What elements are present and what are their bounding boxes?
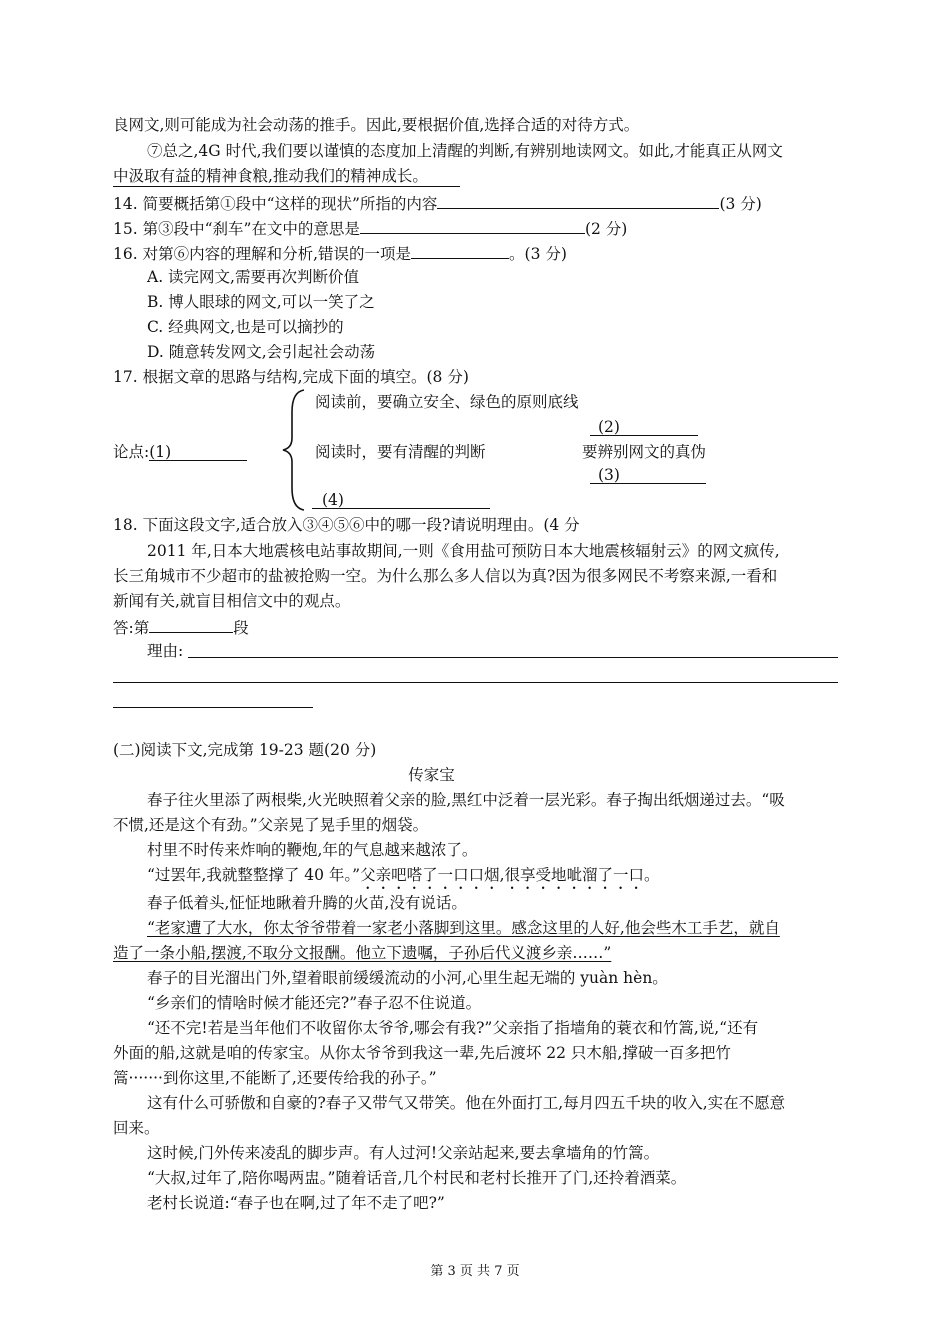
story-paragraph: 回来。 — [113, 1119, 160, 1137]
story-paragraph — [147, 865, 660, 893]
option-a: A. 读完网文,需要再次判断价值 — [147, 268, 359, 286]
underlined-passage: “老家遭了大水，你太爷爷带着一家老小落脚到这里。感念这里的人好,他会些木工手艺，就自 — [147, 919, 780, 937]
text-segment: “过罢年,我就整整撑了 40 年。” — [147, 866, 361, 884]
answer-suffix: 段 — [233, 619, 249, 637]
text-segment: 。 — [644, 866, 660, 884]
option-d: D. 随意转发网文,会引起社会动荡 — [147, 343, 376, 361]
story-paragraph: 这有什么可骄傲和自豪的?春子又带气又带笑。他在外面打工,每月四五千块的收入,实在不愿意 — [147, 1094, 786, 1112]
q18-passage: 长三角城市不少超市的盐被抢购一空。为什么那么多人信以为真?因为很多网民不考察来源,一看和 — [113, 567, 778, 585]
underline-decor — [113, 186, 460, 187]
option-b: B. 博人眼球的网文,可以一笑了之 — [147, 293, 375, 311]
score: (3 分) — [719, 195, 762, 213]
question-text: 14. 简要概括第①段中“这样的现状”所指的内容 — [113, 195, 438, 213]
branch-before-reading: 阅读前，要确立安全、绿色的原则底线 — [315, 393, 579, 411]
story-paragraph: 春子低着头,怔怔地瞅着升腾的火苗,没有说话。 — [147, 894, 467, 912]
answer-label: 答:第 — [113, 619, 150, 637]
blank-3-line[interactable] — [590, 465, 706, 484]
thesis-label-text: 论点: — [113, 443, 150, 461]
blank-4-label: (4) — [322, 491, 344, 509]
score: (2 分) — [584, 220, 628, 238]
blank-4-line[interactable] — [312, 490, 490, 509]
story-paragraph: 篙·······到你这里,不能断了,还要传给我的孙子。” — [113, 1069, 437, 1087]
story-paragraph: “还不完!若是当年他们不收留你太爷爷,哪会有我?”父亲指了指墙角的蓑衣和竹篙,说,“还有 — [147, 1019, 759, 1037]
reason-line-3[interactable] — [113, 707, 313, 708]
story-paragraph: 不惯,还是这个有劲。”父亲晃了晃手里的烟袋。 — [113, 816, 429, 834]
reason-line-2[interactable] — [113, 682, 838, 683]
blank-3[interactable] — [590, 465, 706, 485]
question-14 — [113, 192, 762, 214]
story-title: 传家宝 — [408, 766, 455, 784]
blank-2-label: (2) — [598, 418, 620, 436]
answer-blank[interactable] — [411, 242, 509, 259]
q18-passage: 新闻有关,就盲目相信文中的观点。 — [113, 592, 351, 610]
reason-line-1[interactable] — [188, 657, 838, 658]
thesis-blank-1[interactable] — [149, 442, 247, 461]
story-paragraph: 老村长说道:“春子也在啊,过了年不走了吧?” — [147, 1194, 445, 1212]
story-paragraph: 这时候,门外传来凌乱的脚步声。有人过河!父亲站起来,要去拿墙角的竹篙。 — [147, 1144, 660, 1162]
blank-4[interactable] — [312, 490, 490, 510]
sub-branch-verify: 要辨别网文的真伪 — [582, 443, 707, 461]
answer-blank[interactable] — [360, 217, 585, 234]
reason-label: 理由: — [147, 642, 184, 660]
score: 。(3 分) — [509, 245, 567, 263]
story-paragraph: “大叔,过年了,陪你喝两盅。”随着话音,几个村民和老村长推开了门,还拎着酒菜。 — [147, 1169, 687, 1187]
answer-paragraph-blank[interactable] — [149, 616, 233, 633]
branch-while-reading: 阅读时，要有清醒的判断 — [315, 443, 486, 461]
underlined-passage: 造了一条小船,摆渡,不取分文报酬。他立下遗嘱，子孙后代义渡乡亲……” — [113, 944, 612, 962]
text-line: ⑦总之,4G 时代,我们要以谨慎的态度加上清醒的判断,有辨别地读网文。如此,才能真正从网文 — [147, 142, 783, 160]
section-heading: (二)阅读下文,完成第 19-23 题(20 分) — [113, 741, 377, 759]
blank-2-line[interactable] — [590, 417, 698, 436]
answer-blank[interactable] — [437, 192, 719, 209]
emphasized-text: 父亲吧嗒了一口口烟,很享受地呲溜了一口 — [360, 866, 645, 884]
blank-3-label: (3) — [598, 466, 620, 484]
q18-passage: 2011 年,日本大地震核电站事故期间,一则《食用盐可预防日本大地震核辐射云》的网文疯传, — [147, 542, 780, 560]
story-paragraph: 村里不时传来炸响的鞭炮,年的气息越来越浓了。 — [147, 841, 478, 859]
question-text: 15. 第③段中“刹车”在文中的意思是 — [113, 220, 360, 238]
blank-1-label: (1) — [149, 443, 172, 461]
option-c: C. 经典网文,也是可以摘抄的 — [147, 318, 344, 336]
thesis-label — [113, 442, 247, 462]
question-16 — [113, 242, 567, 264]
question-15 — [113, 217, 627, 239]
story-paragraph: “乡亲们的情啥时候才能还完?”春子忍不住说道。 — [147, 994, 482, 1012]
story-paragraph: 春子的目光溜出门外,望着眼前缓缓流动的小河,心里生起无端的 yuàn hèn。 — [147, 969, 668, 987]
blank-2[interactable] — [590, 417, 698, 437]
text-line: 良网文,则可能成为社会动荡的推手。因此,要根据价值,选择合适的对待方式。 — [113, 116, 640, 134]
story-paragraph: 春子往火里添了两根柴,火光映照着父亲的脸,黑红中泛着一层光彩。春子掏出纸烟递过去。“吸 — [147, 791, 785, 809]
brace-icon — [280, 388, 310, 512]
question-17: 17. 根据文章的思路与结构,完成下面的填空。(8 分) — [113, 368, 469, 386]
page-number: 第 3 页 共 7 页 — [430, 1264, 520, 1279]
question-text: 16. 对第⑥内容的理解和分析,错误的一项是 — [113, 245, 412, 263]
text-line: 中汲取有益的精神食粮,推动我们的精神成长。 — [113, 167, 428, 185]
story-paragraph: 外面的船,这就是咱的传家宝。从你太爷爷到我这一辈,先后渡坏 22 只木船,撑破一百多把竹 — [113, 1044, 731, 1062]
question-18: 18. 下面这段文字,适合放入③④⑤⑥中的哪一段?请说明理由。(4 分 — [113, 516, 580, 534]
answer-line — [113, 616, 249, 638]
